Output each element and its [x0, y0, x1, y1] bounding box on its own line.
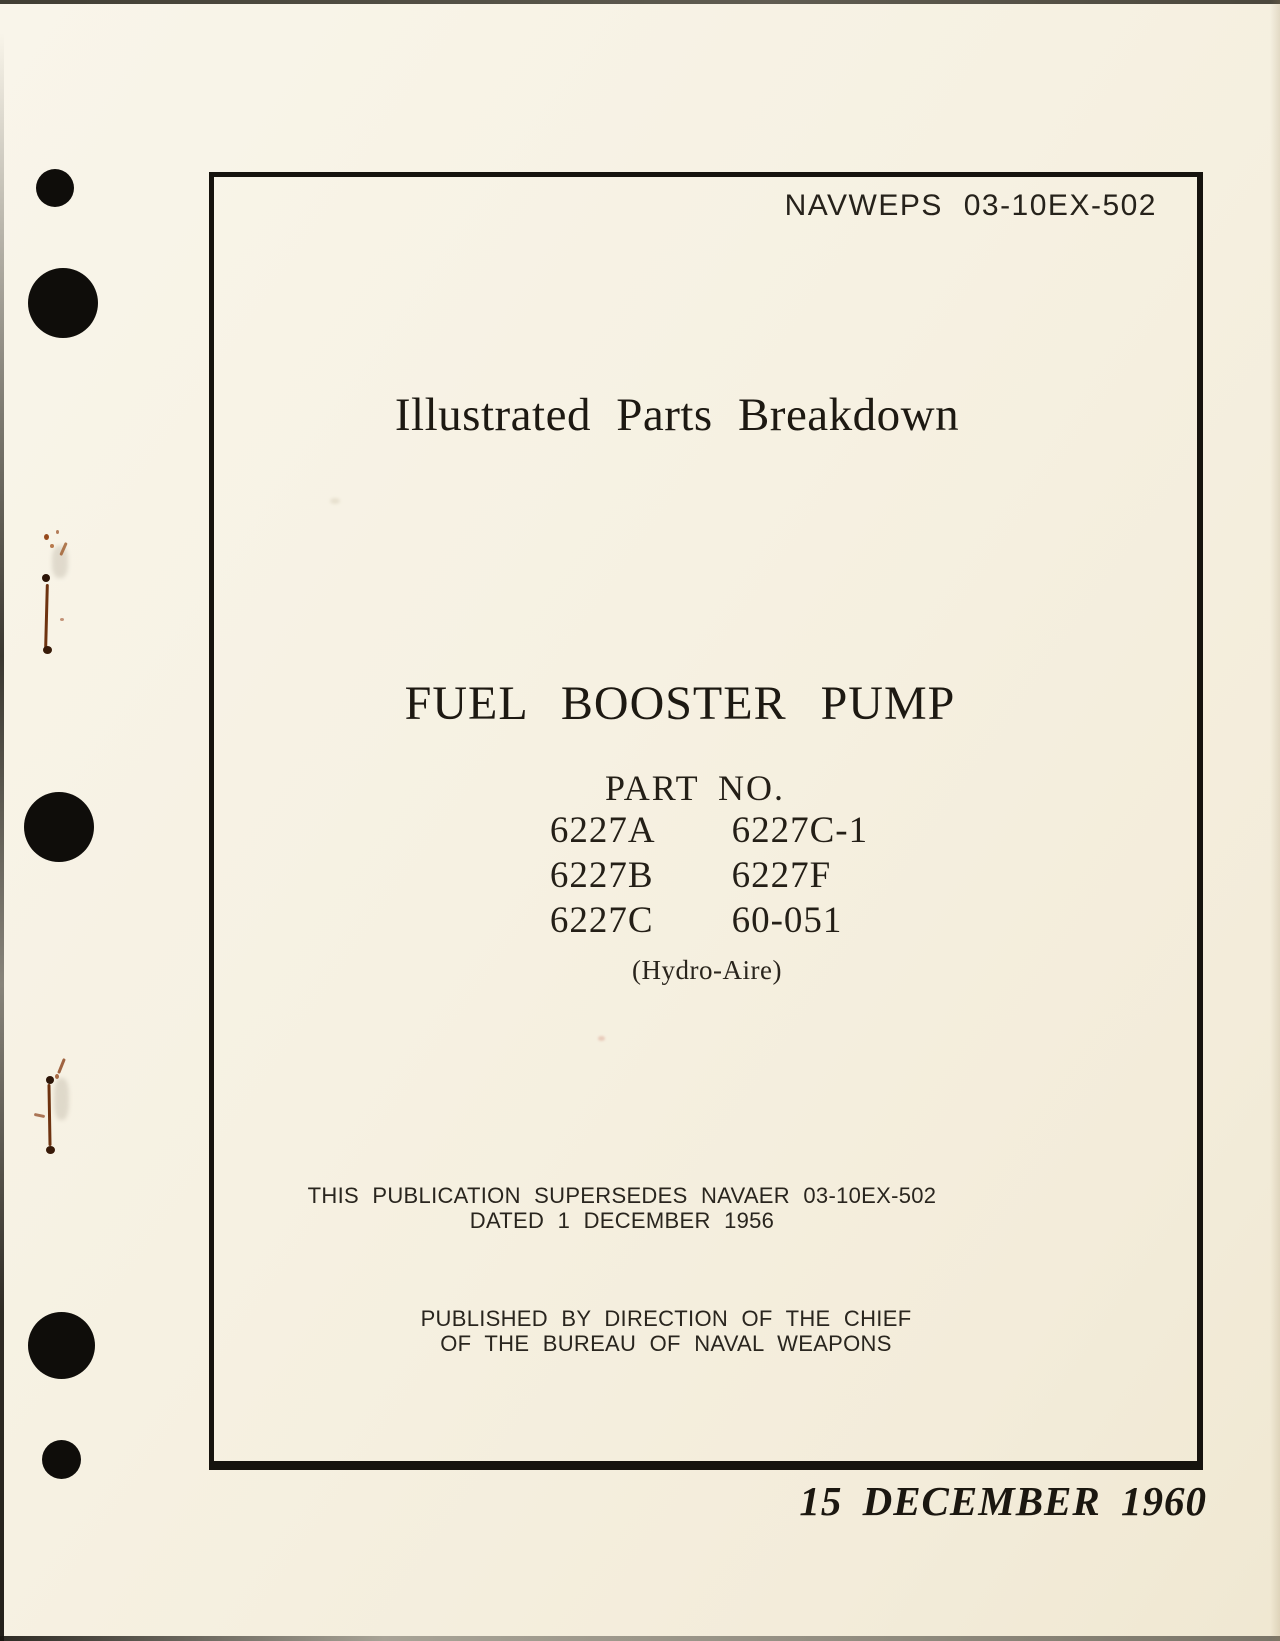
- part-number: 6227C: [549, 900, 654, 941]
- binder-hole: [42, 1440, 81, 1479]
- binder-hole: [28, 1312, 95, 1379]
- scan-edge-left: [0, 0, 4, 1641]
- binder-hole: [28, 268, 98, 338]
- stain-mark: [34, 1054, 80, 1158]
- part-number: 6227C-1: [731, 810, 869, 851]
- supersedes-notice: [154, 1183, 1090, 1233]
- supersedes-line-1: THIS PUBLICATION SUPERSEDES NAVAER 03-10EX-502: [307, 1183, 937, 1208]
- document-number: NAVWEPS 03-10EX-502: [784, 189, 1157, 222]
- published-line-1: PUBLISHED BY DIRECTION OF THE CHIEF: [420, 1306, 912, 1331]
- scan-edge-top: [0, 0, 1280, 4]
- publication-date: 15 DECEMBER 1960: [799, 1478, 1207, 1524]
- manufacturer-name: (Hydro-Aire): [632, 955, 782, 985]
- published-line-2: OF THE BUREAU OF NAVAL WEAPONS: [440, 1331, 892, 1356]
- part-number: 60-051: [731, 900, 843, 941]
- published-notice: [198, 1306, 1134, 1356]
- scan-edge-right: [1270, 0, 1280, 1641]
- part-number: 6227B: [549, 855, 654, 896]
- part-number: 6227F: [731, 855, 832, 896]
- part-number: 6227A: [549, 810, 656, 851]
- supersedes-line-2: DATED 1 DECEMBER 1956: [469, 1208, 775, 1233]
- part-number-column-1: [550, 808, 656, 943]
- part-no-label: PART NO.: [605, 768, 785, 808]
- stain-mark: [36, 528, 80, 660]
- binder-hole: [24, 792, 94, 862]
- binder-hole: [36, 169, 74, 207]
- scan-edge-bottom: [0, 1636, 1280, 1641]
- part-number-list: [241, 808, 1177, 943]
- subject-title: FUEL BOOSTER PUMP: [404, 677, 956, 730]
- part-number-column-2: [732, 808, 869, 943]
- page-title: Illustrated Parts Breakdown: [394, 389, 960, 441]
